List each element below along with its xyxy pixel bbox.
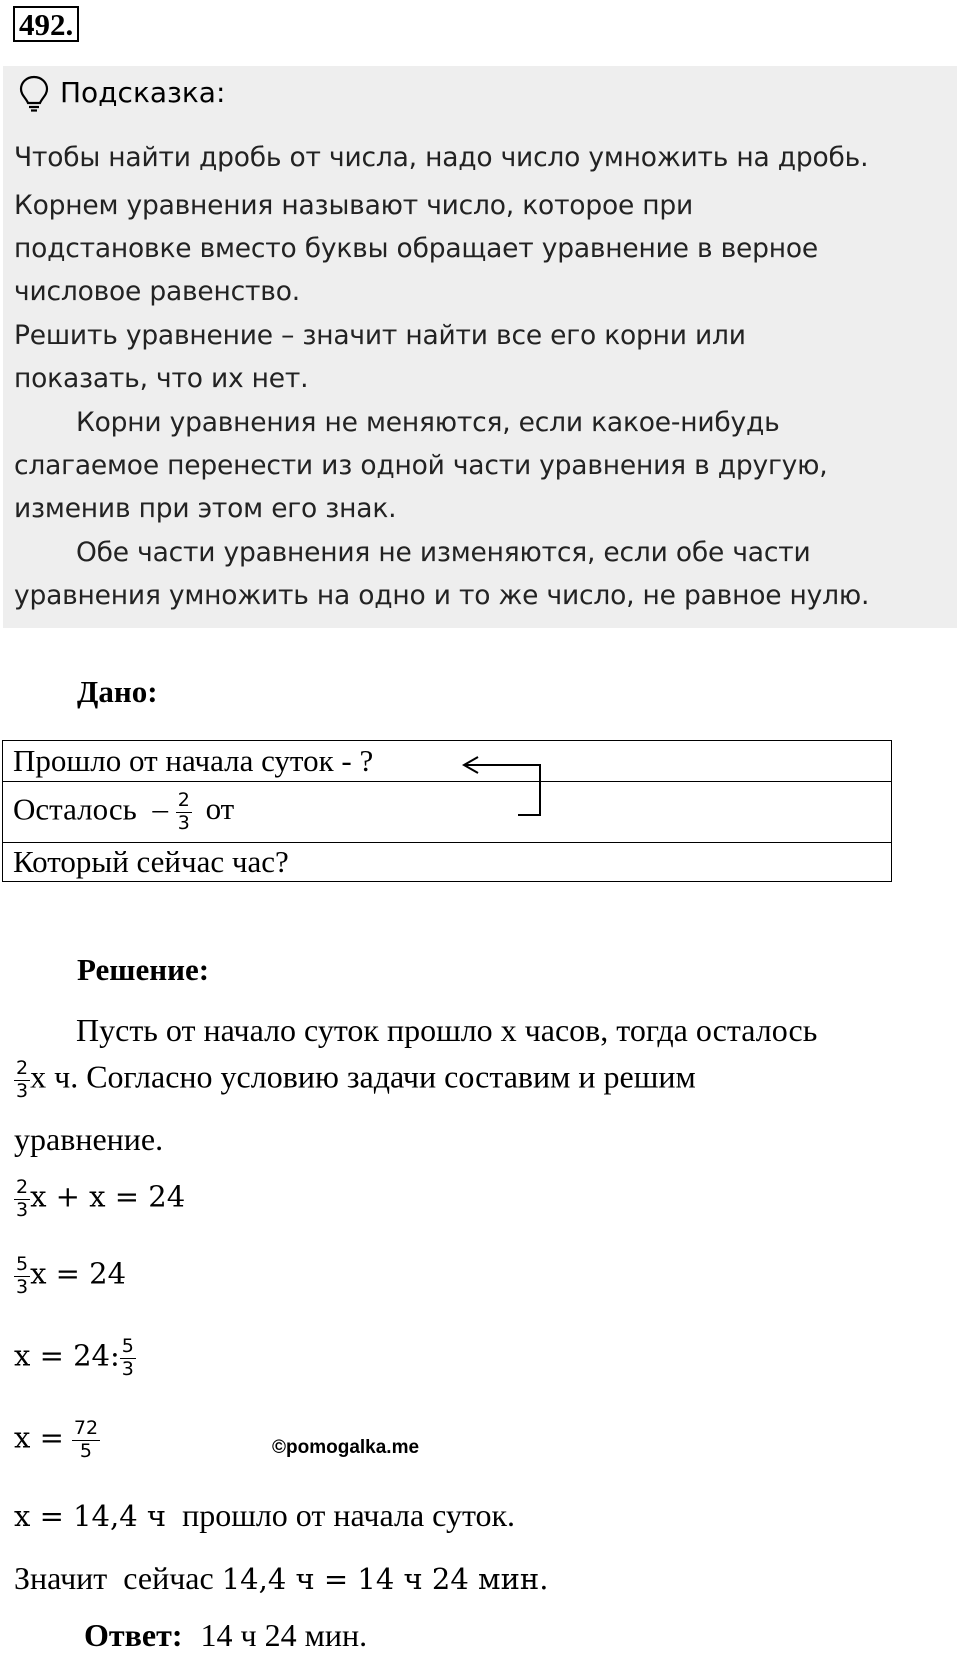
dash: – [152, 791, 168, 827]
remaining-label: Осталось [13, 791, 137, 827]
hint-line: числовое равенство. [14, 276, 300, 307]
given-heading: Дано: [77, 674, 158, 709]
fraction-numerator: 5 [121, 1335, 134, 1357]
hint-line: показать, что их нет. [14, 363, 309, 394]
hint-line: слагаемое перенести из одной части уравнения в другую, [14, 450, 828, 481]
hint-line: подстановке вместо буквы обращает уравнение в верное [14, 233, 819, 264]
hint-line: Обе части уравнения не изменяются, если обе части [76, 537, 811, 568]
fraction-denominator: 3 [177, 811, 190, 834]
fraction [176, 790, 192, 835]
watermark: ©pomogalka.me [272, 1437, 420, 1458]
hint-line: Чтобы найти дробь от числа, надо число умножить на дробь. [14, 142, 869, 173]
fraction-denominator: 3 [16, 1275, 29, 1298]
given-row-remaining [3, 782, 892, 843]
answer-value: 14 ч 24 мин. [200, 1617, 368, 1653]
table-row [3, 741, 892, 782]
equation-text: x = [14, 1420, 64, 1455]
fraction-numerator: 2 [16, 1176, 29, 1198]
equation-text: x + x = 24 [30, 1179, 186, 1214]
fraction [72, 1418, 100, 1463]
hint-line: уравнения умножить на одно и то же число, не равное нулю. [14, 580, 870, 611]
fraction-numerator: 2 [177, 788, 190, 811]
fraction-denominator: 3 [16, 1198, 29, 1221]
table-row [3, 782, 892, 843]
fraction-numerator: 72 [73, 1417, 99, 1439]
equation-text: x = 14,4 ч [14, 1499, 167, 1533]
fraction-numerator: 5 [16, 1253, 29, 1275]
bracket-arrow-icon [460, 745, 570, 820]
task-number-text: 492. [19, 7, 74, 42]
equation [14, 1336, 136, 1381]
given-row-elapsed: Прошло от начала суток - ? [3, 741, 892, 782]
answer [84, 1617, 367, 1654]
lightbulb-icon [18, 75, 50, 113]
equation [14, 1254, 126, 1299]
equation-text: x = 24 [30, 1256, 127, 1291]
solution-heading: Решение: [77, 952, 210, 987]
fraction [14, 1177, 30, 1222]
fraction-denominator: 5 [79, 1439, 93, 1462]
fraction [14, 1058, 30, 1103]
hint-title: Подсказка: [60, 76, 226, 109]
equation [14, 1177, 185, 1222]
given-table [2, 740, 892, 882]
hint-line: изменив при этом его знак. [14, 493, 397, 524]
fraction [120, 1336, 136, 1381]
conclusion [14, 1560, 548, 1597]
equation [14, 1497, 515, 1534]
task-number [13, 6, 79, 42]
hint-line: Корни уравнения не меняются, если какое-нибудь [76, 407, 780, 438]
solution-text: прошло от начала суток. [166, 1497, 516, 1533]
task-number-box [13, 6, 79, 42]
solution-paragraph [14, 1058, 696, 1103]
fraction-denominator: 3 [16, 1079, 29, 1102]
fraction-numerator: 2 [16, 1057, 29, 1079]
of-label: от [205, 791, 235, 827]
equation [14, 1418, 100, 1463]
solution-paragraph: Пусть от начало суток прошло х часов, тогда осталось [76, 1012, 818, 1048]
table-row [3, 843, 892, 882]
answer-label: Ответ: [84, 1617, 183, 1653]
equation-text: 14,4 ч = 14 ч 24 мин. [221, 1562, 549, 1596]
solution-text: Значит сейчас [14, 1560, 222, 1596]
fraction-denominator: 3 [121, 1357, 134, 1380]
hint-line: Решить уравнение – значит найти все его корни или [14, 320, 746, 351]
given-row-question: Который сейчас час? [3, 843, 892, 882]
hint-line: Корнем уравнения называют число, которое при [14, 190, 694, 221]
equation-text: x = 24: [14, 1338, 120, 1373]
fraction [14, 1254, 30, 1299]
solution-paragraph: уравнение. [14, 1121, 164, 1157]
solution-text: х ч. Согласно условию задачи составим и решим [30, 1058, 696, 1095]
